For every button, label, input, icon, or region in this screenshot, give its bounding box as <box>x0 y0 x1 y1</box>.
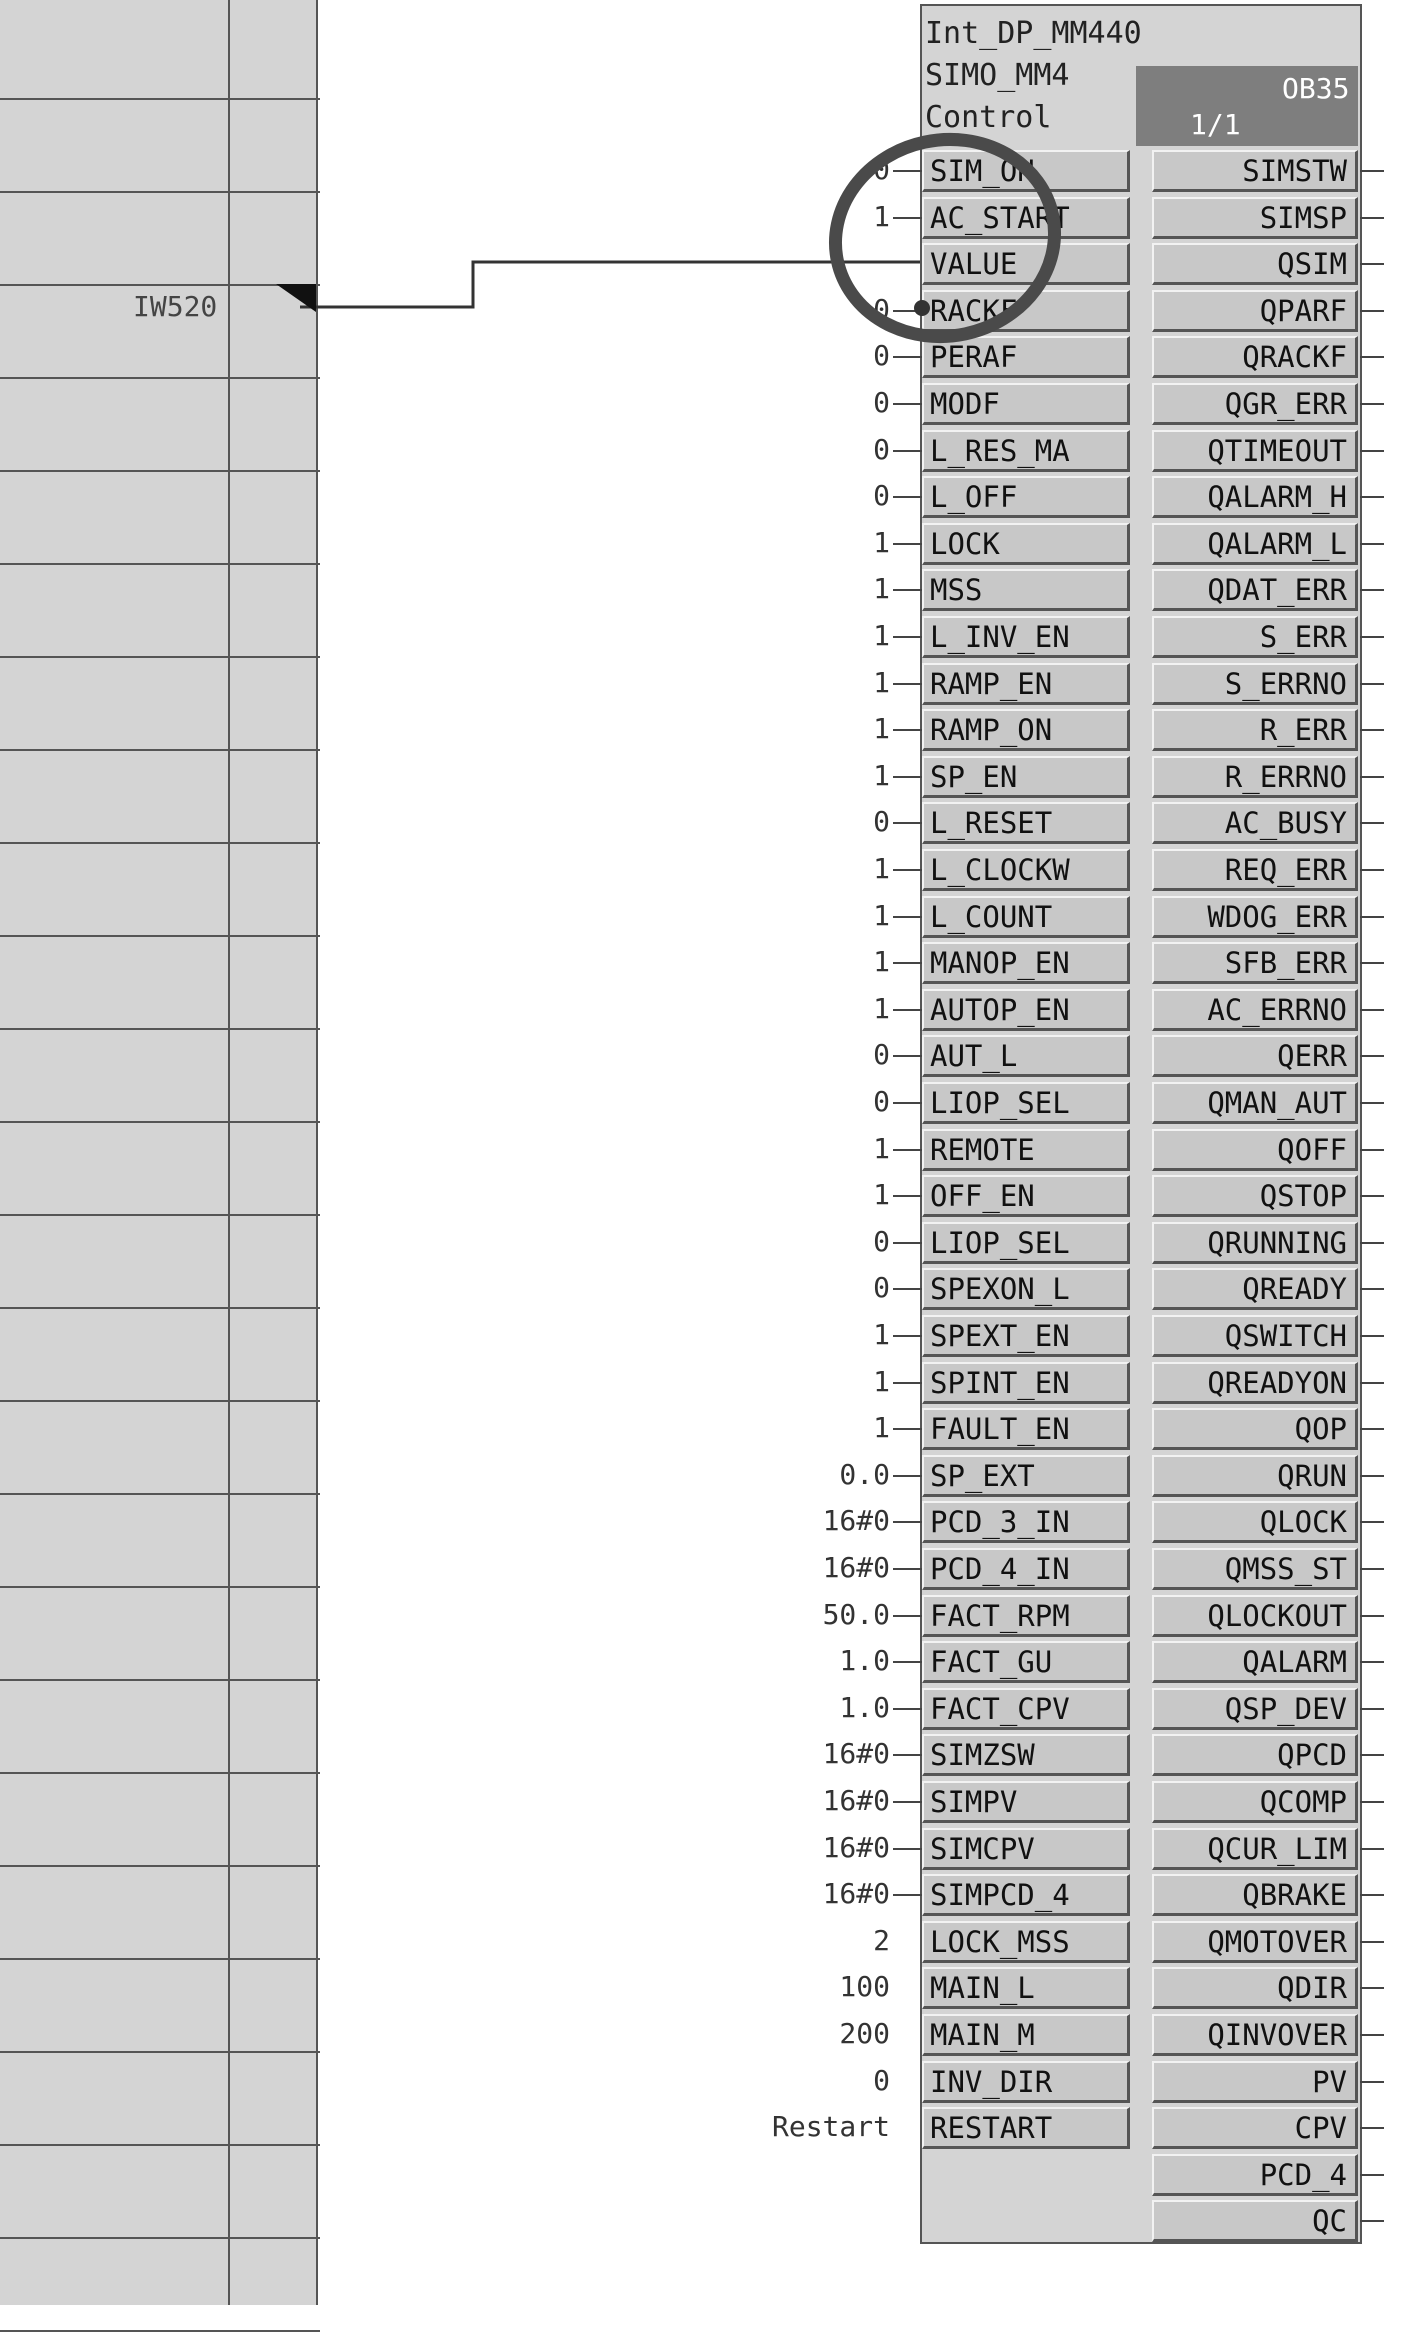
output-pin[interactable]: QCOMP <box>1152 1781 1358 1823</box>
input-pin[interactable]: FAULT_EN <box>922 1408 1130 1450</box>
input-pin-value[interactable]: 0 <box>873 153 890 186</box>
input-pin[interactable]: FACT_RPM <box>922 1595 1130 1637</box>
output-pin[interactable]: QOFF <box>1152 1129 1358 1171</box>
input-pin-value[interactable]: 1 <box>873 1131 890 1165</box>
input-pin-value[interactable]: 16#0 <box>822 1830 890 1864</box>
input-pin[interactable]: AUTOP_EN <box>922 989 1130 1031</box>
input-pin-value[interactable]: 1 <box>873 852 890 885</box>
output-pin[interactable]: QLOCKOUT <box>1152 1595 1358 1637</box>
input-pin-value[interactable]: 0 <box>873 432 890 466</box>
output-pin[interactable]: QDAT_ERR <box>1152 569 1358 611</box>
input-pin-value[interactable]: 16#0 <box>822 1551 890 1584</box>
ob-index: 1/1 <box>1190 108 1241 141</box>
input-pin-value[interactable]: 16#0 <box>822 1504 890 1538</box>
input-pin[interactable]: L_COUNT <box>922 896 1130 938</box>
input-pin[interactable]: MANOP_EN <box>922 942 1130 984</box>
input-pin-value[interactable]: 0 <box>873 386 890 419</box>
input-pin[interactable]: L_OFF <box>922 476 1130 518</box>
input-pin[interactable]: SPEXON_L <box>922 1268 1130 1310</box>
input-pin[interactable]: FACT_CPV <box>922 1688 1130 1730</box>
output-pin[interactable]: QSTOP <box>1152 1175 1358 1217</box>
input-pin[interactable]: MSS <box>922 569 1130 611</box>
output-pin[interactable]: QRACKF <box>1152 336 1358 378</box>
input-pin-value[interactable]: 1 <box>873 758 890 792</box>
output-pin[interactable]: PCD_4 <box>1152 2154 1358 2196</box>
output-pin[interactable]: QRUNNING <box>1152 1222 1358 1264</box>
block-comment: Control <box>925 100 1052 135</box>
output-pin[interactable]: QERR <box>1152 1035 1358 1077</box>
input-pin[interactable]: SPEXT_EN <box>922 1315 1130 1357</box>
output-pin[interactable]: SIMSTW <box>1152 150 1358 192</box>
input-pin[interactable]: MODF <box>922 383 1130 425</box>
input-pin[interactable]: AUT_L <box>922 1035 1130 1077</box>
input-pin-value[interactable]: 0 <box>873 1085 890 1118</box>
output-pin[interactable]: WDOG_ERR <box>1152 896 1358 938</box>
output-pin[interactable]: AC_ERRNO <box>1152 989 1358 1031</box>
output-pin[interactable]: QPCD <box>1152 1734 1358 1776</box>
sheet-connector-arrow <box>276 284 316 312</box>
input-pin[interactable]: SP_EXT <box>922 1455 1130 1497</box>
input-pin-value[interactable]: 0 <box>873 479 890 513</box>
input-pin-value[interactable]: 1 <box>873 898 890 932</box>
output-pin[interactable]: R_ERRNO <box>1152 756 1358 798</box>
input-pin-value[interactable]: 50.0 <box>822 1597 890 1631</box>
input-pin-value[interactable]: 1.0 <box>839 1690 890 1724</box>
output-pin[interactable]: QMOTOVER <box>1152 1921 1358 1963</box>
output-pin[interactable]: SFB_ERR <box>1152 942 1358 984</box>
input-pin[interactable]: SIM_ON <box>922 150 1130 192</box>
input-pin-value[interactable]: 1 <box>873 1364 890 1398</box>
hand-drawn-highlight-circle <box>817 119 1073 356</box>
output-pin[interactable]: QSWITCH <box>1152 1315 1358 1357</box>
input-pin[interactable]: SIMCPV <box>922 1828 1130 1870</box>
input-pin-value[interactable]: 200 <box>839 2017 890 2050</box>
output-pin[interactable]: R_ERR <box>1152 709 1358 751</box>
output-pin[interactable]: QSP_DEV <box>1152 1688 1358 1730</box>
input-pin-value[interactable]: 0 <box>873 1038 890 1072</box>
input-pin[interactable]: MAIN_M <box>922 2014 1130 2056</box>
input-pin[interactable]: REMOTE <box>922 1129 1130 1171</box>
input-pin-value[interactable]: 16#0 <box>822 1877 890 1911</box>
input-pin[interactable]: SIMPV <box>922 1781 1130 1823</box>
input-pin[interactable]: AC_START <box>922 197 1130 239</box>
input-pin-value[interactable]: 1 <box>873 1411 890 1445</box>
output-pin[interactable]: REQ_ERR <box>1152 849 1358 891</box>
input-pin[interactable]: SIMZSW <box>922 1734 1130 1776</box>
input-pin[interactable]: VALUE <box>922 243 1130 285</box>
output-pin[interactable]: QBRAKE <box>1152 1874 1358 1916</box>
input-pin-value[interactable]: 1.0 <box>839 1644 890 1678</box>
input-pin[interactable]: INV_DIR <box>922 2061 1130 2103</box>
input-pin[interactable]: RACKF <box>922 290 1130 332</box>
output-pin[interactable]: QMSS_ST <box>1152 1548 1358 1590</box>
output-pin[interactable]: PV <box>1152 2061 1358 2103</box>
input-pin[interactable]: OFF_EN <box>922 1175 1130 1217</box>
input-pin-value[interactable]: 0 <box>873 292 890 326</box>
input-pin[interactable]: RESTART <box>922 2107 1130 2149</box>
input-pin-value[interactable]: 0 <box>873 1224 890 1258</box>
input-pin[interactable]: SPINT_EN <box>922 1362 1130 1404</box>
output-pin[interactable]: QREADYON <box>1152 1362 1358 1404</box>
input-pin[interactable]: PCD_3_IN <box>922 1501 1130 1543</box>
input-pin-value[interactable]: 1 <box>873 945 890 979</box>
input-pin-value[interactable]: 2 <box>873 1923 890 1957</box>
input-pin[interactable]: LIOP_SEL <box>922 1222 1130 1264</box>
input-pin-value[interactable]: 0.0 <box>839 1457 890 1491</box>
sheet-bar-signal-label[interactable]: IW520 <box>133 290 218 323</box>
output-pin[interactable]: QALARM <box>1152 1641 1358 1683</box>
input-pin[interactable]: LOCK_MSS <box>922 1921 1130 1963</box>
input-pin[interactable]: PERAF <box>922 336 1130 378</box>
output-pin[interactable]: S_ERRNO <box>1152 663 1358 705</box>
input-pin-value[interactable]: 0 <box>873 2063 890 2097</box>
input-pin[interactable]: RAMP_ON <box>922 709 1130 751</box>
input-pin-value[interactable]: 0 <box>873 805 890 839</box>
input-pin-value[interactable]: Restart <box>771 2110 890 2144</box>
output-pin[interactable]: QPARF <box>1152 290 1358 332</box>
input-pin[interactable]: LOCK <box>922 523 1130 565</box>
input-pin[interactable]: L_RESET <box>922 802 1130 844</box>
ob-label: OB35 <box>1282 72 1350 105</box>
input-pin-value[interactable]: 16#0 <box>822 1784 890 1817</box>
input-pin[interactable]: L_CLOCKW <box>922 849 1130 891</box>
output-pin[interactable]: QCUR_LIM <box>1152 1828 1358 1870</box>
output-pin[interactable]: QMAN_AUT <box>1152 1082 1358 1124</box>
input-pin[interactable]: SIMPCD_4 <box>922 1874 1130 1916</box>
block-instance-name: SIMO_MM4 <box>925 58 1070 93</box>
input-pin-value[interactable]: 1 <box>873 1318 890 1351</box>
output-pin[interactable]: QALARM_H <box>1152 476 1358 518</box>
input-pin-value[interactable]: 1 <box>873 991 890 1025</box>
input-pin[interactable]: L_RES_MA <box>922 430 1130 472</box>
input-pin-value[interactable]: 1 <box>873 572 890 606</box>
input-pin-value[interactable]: 1 <box>873 525 890 559</box>
output-pin[interactable]: AC_BUSY <box>1152 802 1358 844</box>
input-pin-value[interactable]: 0 <box>873 339 890 373</box>
input-pin-value[interactable]: 1 <box>873 619 890 652</box>
output-pin[interactable]: QDIR <box>1152 1967 1358 2009</box>
output-pin[interactable]: QREADY <box>1152 1268 1358 1310</box>
output-pin[interactable]: QTIMEOUT <box>1152 430 1358 472</box>
input-pin-value[interactable]: 16#0 <box>822 1737 890 1771</box>
input-pin-value[interactable]: 1 <box>873 665 890 699</box>
output-pin[interactable]: SIMSP <box>1152 197 1358 239</box>
input-pin-value[interactable]: 1 <box>873 1178 890 1212</box>
output-pin[interactable]: QLOCK <box>1152 1501 1358 1543</box>
input-pin[interactable]: L_INV_EN <box>922 616 1130 658</box>
input-pin[interactable]: LIOP_SEL <box>922 1082 1130 1124</box>
input-pin[interactable]: RAMP_EN <box>922 663 1130 705</box>
output-pin[interactable]: QALARM_L <box>1152 523 1358 565</box>
output-pin[interactable]: QINVOVER <box>1152 2014 1358 2056</box>
input-pin-value[interactable]: 0 <box>873 1271 890 1305</box>
signal-connection-line[interactable] <box>300 262 920 307</box>
output-pin[interactable]: CPV <box>1152 2107 1358 2149</box>
output-pin[interactable]: S_ERR <box>1152 616 1358 658</box>
output-pin[interactable]: QRUN <box>1152 1455 1358 1497</box>
block-type-name: Int_DP_MM440 <box>925 16 1142 51</box>
output-pin[interactable]: QC <box>1152 2200 1358 2242</box>
input-pin-value[interactable]: 1 <box>873 712 890 746</box>
input-pin[interactable]: FACT_GU <box>922 1641 1130 1683</box>
pin-connection-dot <box>914 300 930 316</box>
output-pin[interactable]: QOP <box>1152 1408 1358 1450</box>
input-pin-value[interactable]: 1 <box>873 199 890 233</box>
output-pin[interactable]: QSIM <box>1152 243 1358 285</box>
input-pin[interactable]: SP_EN <box>922 756 1130 798</box>
output-pin[interactable]: QGR_ERR <box>1152 383 1358 425</box>
input-pin[interactable]: MAIN_L <box>922 1967 1130 2009</box>
input-pin-value[interactable]: 100 <box>839 1970 890 2004</box>
input-pin[interactable]: PCD_4_IN <box>922 1548 1130 1590</box>
